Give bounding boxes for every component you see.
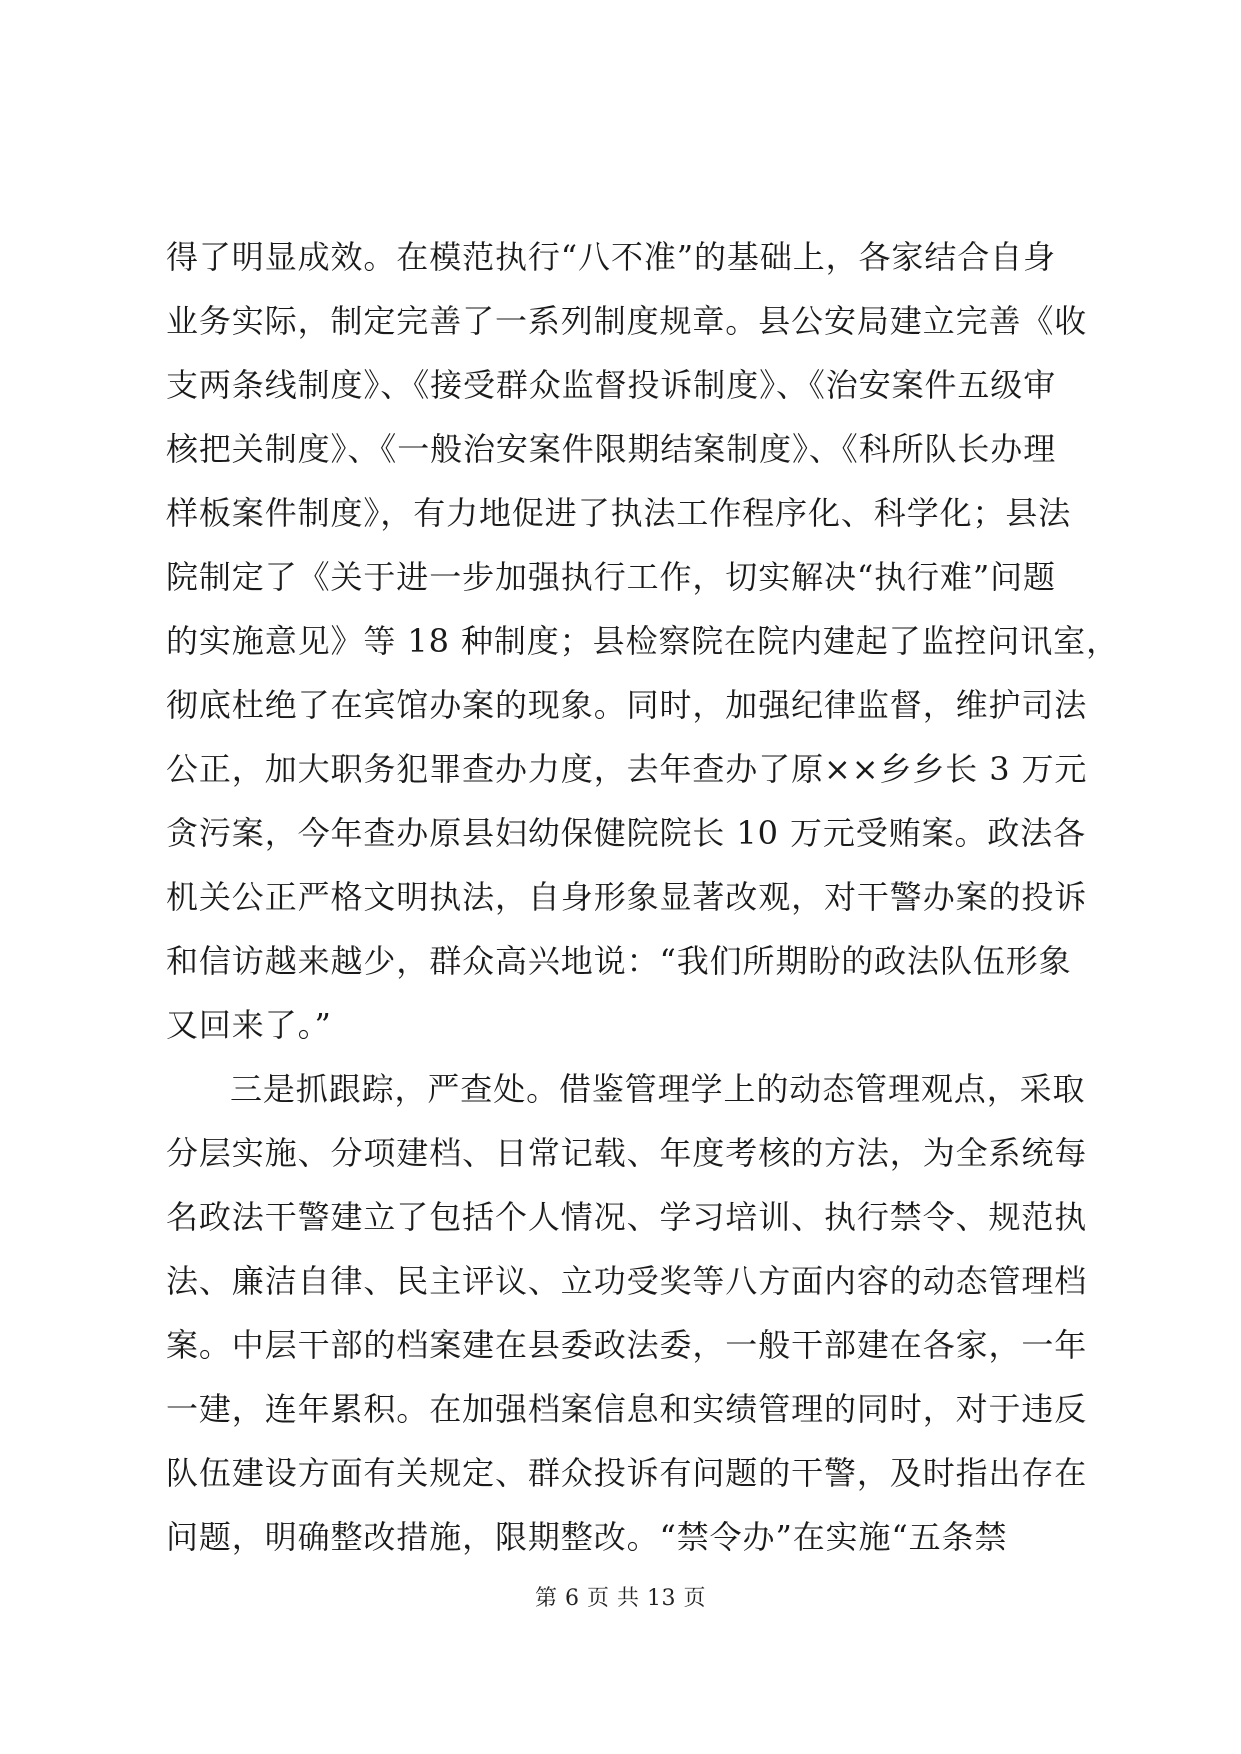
text-line: 贪污案，今年查办原县妇幼保健院院长 10 万元受贿案。政法各 [166,814,1087,852]
text-line: 一建，连年累积。在加强档案信息和实绩管理的同时，对于违反 [166,1390,1088,1428]
text-line: 支两条线制度》、《接受群众监督投诉制度》、《治安案件五级审 [166,366,1057,404]
text-line: 问题，明确整改措施，限期整改。“禁令办”在实施“五条禁 [166,1518,1008,1556]
text-line: 法、廉洁自律、民主评议、立功受奖等八方面内容的动态管理档 [166,1262,1088,1300]
text-line: 队伍建设方面有关规定、群众投诉有问题的干警，及时指出存在 [166,1454,1088,1492]
paragraph-1 [166,225,1119,1057]
text-line: 得了明显成效。在模范执行“八不准”的基础上，各家结合自身 [166,238,1056,276]
text-line: 案。中层干部的档案建在县委政法委，一般干部建在各家，一年 [166,1326,1088,1364]
document-body [166,225,1119,1569]
page-number-footer: 第 6 页 共 13 页 [535,1586,706,1611]
text-line: 业务实际，制定完善了一系列制度规章。县公安局建立完善《收 [166,302,1088,340]
text-line: 彻底杜绝了在宾馆办案的现象。同时，加强纪律监督，维护司法 [166,686,1088,724]
text-line: 三是抓跟踪，严查处。借鉴管理学上的动态管理观点，采取 [230,1070,1086,1108]
text-line: 机关公正严格文明执法，自身形象显著改观，对干警办案的投诉 [166,878,1088,916]
paragraph-2 [166,1057,1086,1569]
text-line: 公正，加大职务犯罪查办力度，去年查办了原××乡乡长 3 万元 [166,750,1088,788]
text-line: 的实施意见》等 18 种制度；县检察院在院内建起了监控问讯室， [166,622,1119,660]
text-line: 院制定了《关于进一步加强执行工作，切实解决“执行难”问题 [166,558,1056,596]
text-line: 名政法干警建立了包括个人情况、学习培训、执行禁令、规范执 [166,1198,1088,1236]
text-line: 分层实施、分项建档、日常记载、年度考核的方法，为全系统每 [166,1134,1088,1172]
text-line: 核把关制度》、《一般治安案件限期结案制度》、《科所队长办理 [166,430,1057,468]
text-line: 和信访越来越少，群众高兴地说：“我们所期盼的政法队伍形象 [166,942,1072,980]
text-line: 又回来了。” [166,1006,332,1044]
text-line: 样板案件制度》，有力地促进了执法工作程序化、科学化；县法 [166,494,1072,532]
